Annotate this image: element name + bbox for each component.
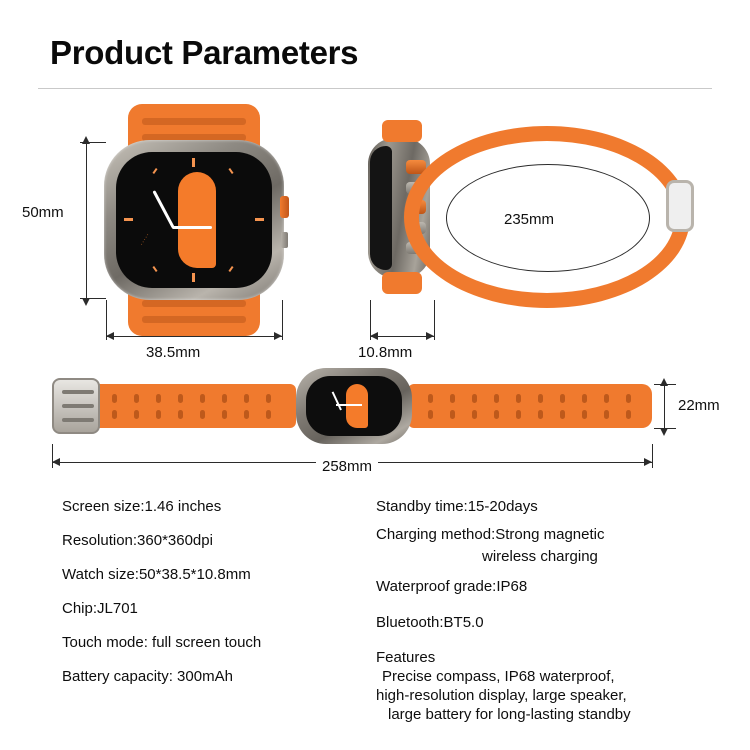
watch-screen: [116, 152, 272, 288]
spec-charging-method: [376, 524, 716, 568]
strap-buckle: [666, 180, 694, 232]
spec-features-line2: high-resolution display, large speaker,: [376, 687, 627, 704]
spec-features: [376, 648, 716, 724]
spec-features-title: Features: [376, 649, 436, 666]
watch-dial-graphic: [178, 172, 216, 268]
specs-column-right: [376, 490, 716, 724]
spec-bluetooth: Bluetooth:BT5.0: [376, 614, 484, 631]
watch-clasp: [52, 378, 100, 434]
watch-dial-subtext: ·····: [138, 231, 152, 248]
spec-charging-line1: Charging method:Strong magnetic: [376, 526, 605, 543]
spec-touch-mode: Touch mode: full screen touch: [62, 634, 262, 651]
spec-standby-time: Standby time:15-20days: [376, 498, 538, 515]
dim-height-arrow-bottom: [82, 298, 90, 306]
dim-height-tick-bottom: [80, 298, 106, 299]
watch-flat-screen: [306, 376, 402, 436]
watch-front-view: [104, 104, 284, 336]
dim-strapwidth-tick-bottom: [654, 428, 676, 429]
spec-screen-size: Screen size:1.46 inches: [62, 498, 222, 515]
spec-charging-line2: wireless charging: [482, 548, 598, 565]
dim-height-line: [86, 142, 87, 298]
dim-strapwidth-arrow-bottom: [660, 428, 668, 436]
watch-flat-case: [296, 368, 412, 444]
dim-length-ext-right: [652, 444, 653, 468]
dim-strapwidth-label: 22mm: [678, 397, 720, 414]
watch-flat-strap-left: [90, 384, 296, 428]
dim-strapwidth-line: [664, 384, 665, 428]
dim-length-label: 258mm: [316, 458, 378, 475]
watch-minute-hand: [152, 190, 174, 228]
watch-flat-strap-right: [408, 384, 652, 428]
watch-crown: [280, 196, 289, 218]
watch-side-button: [281, 232, 288, 248]
dim-loop-label: 235mm: [504, 211, 555, 228]
page-title: Product Parameters: [50, 34, 359, 71]
spec-waterproof-grade: Waterproof grade:IP68: [376, 578, 528, 595]
watch-flat-dial: [346, 384, 368, 428]
watch-hour-hand: [172, 226, 212, 229]
dim-length-arrow-left: [52, 458, 60, 466]
spec-features-line3: large battery for long-lasting standby: [388, 706, 631, 723]
dim-width-line: [106, 336, 282, 337]
watch-flat-view: [52, 368, 652, 444]
spec-resolution: Resolution:360*360dpi: [62, 532, 213, 549]
dim-thickness-label: 10.8mm: [358, 344, 413, 361]
spec-chip: Chip:JL701: [62, 600, 138, 617]
spec-battery-capacity: Battery capacity: 300mAh: [62, 668, 233, 685]
dim-strapwidth-tick-top: [654, 384, 676, 385]
dim-thickness-arrow-left: [370, 332, 378, 340]
dim-length-arrow-right: [644, 458, 652, 466]
dim-width-arrow-left: [106, 332, 114, 340]
dim-thickness-arrow-right: [426, 332, 434, 340]
dim-width-label: 38.5mm: [146, 344, 201, 361]
dim-height-label: 50mm: [22, 204, 64, 221]
dim-thickness-ext-right: [434, 300, 435, 340]
spec-features-line1: Precise compass, IP68 waterproof,: [382, 668, 615, 685]
dim-height-tick-top: [80, 142, 106, 143]
watch-side-glass: [370, 146, 392, 270]
watch-flat-hand-minute: [332, 391, 342, 410]
dim-thickness-line: [370, 336, 434, 337]
spec-watch-size: Watch size:50*38.5*10.8mm: [62, 566, 251, 583]
watch-case: [104, 140, 284, 300]
dim-width-arrow-right: [274, 332, 282, 340]
specs-column-left: [62, 490, 382, 694]
title-divider: [38, 88, 712, 89]
dim-width-ext-right: [282, 300, 283, 340]
